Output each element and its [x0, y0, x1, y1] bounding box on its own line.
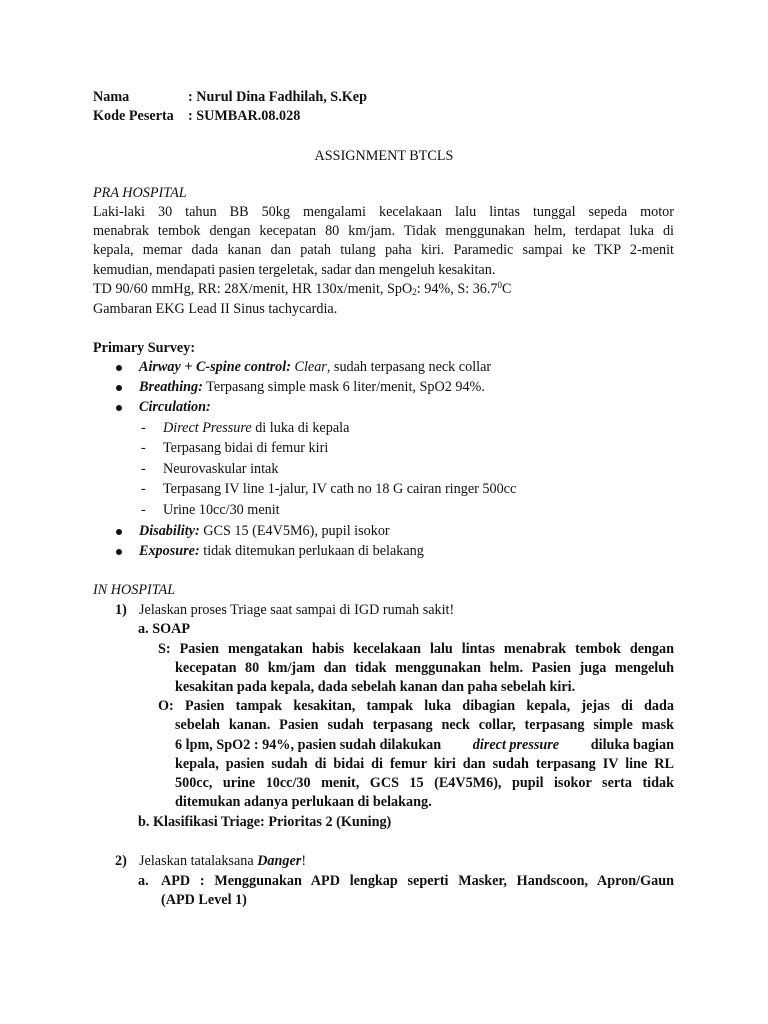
breathing-item: [139, 378, 485, 397]
soap-o-line-3-b: diluka bagian: [590, 737, 674, 753]
circ-dash: -: [141, 461, 146, 477]
bullet-icon: [116, 549, 122, 555]
bullet-icon: [116, 365, 122, 371]
airway-rest: , sudah terpasang neck collar: [326, 359, 492, 375]
airway-label: Airway + C-spine control:: [139, 359, 291, 375]
q2-text-a: Jelaskan tatalaksana: [139, 853, 258, 869]
q1-text: Jelaskan proses Triage saat sampai di IGD rumah sakit!: [139, 602, 455, 618]
q2-text: [139, 852, 306, 871]
bullet-icon: [116, 529, 122, 535]
bullet-icon: [116, 405, 122, 411]
disability-label: Disability:: [139, 523, 200, 539]
soap-o-line-5: 500cc, urine 10cc/30 menit, GCS 15 (E4V5M6), pupil isokor serta tidak: [175, 775, 674, 791]
soap-label: a. SOAP: [138, 621, 191, 637]
apd-line-1: APD : Menggunakan APD lengkap seperti Masker, Handscoon, Apron/Gaun: [161, 873, 674, 889]
ekg-line: Gambaran EKG Lead II Sinus tachycardia.: [93, 301, 338, 317]
exposure-item: [139, 542, 424, 561]
pra-para-line-1: Laki-laki 30 tahun BB 50kg mengalami kecelakaan lalu lintas tunggal sepeda motor: [93, 204, 674, 220]
circ-item-text: di luka di kepala: [251, 420, 350, 436]
pra-para-line-4: kemudian, mendapati pasien tergeletak, sadar dan mengeluh kesakitan.: [93, 262, 496, 278]
circ-item: [163, 419, 349, 438]
soap-o-line-4: kepala, pasien sudah di bidai di femur kiri dan sudah terpasang IV line RL: [175, 756, 674, 772]
circ-item: Terpasang IV line 1-jalur, IV cath no 18 G cairan ringer 500cc: [163, 481, 517, 497]
breathing-label: Breathing:: [139, 379, 203, 395]
soap-o-line-3: [175, 736, 674, 755]
disability-rest: GCS 15 (E4V5M6), pupil isokor: [203, 523, 390, 539]
soap-o-line-3-a: 6 lpm, SpO2 : 94%, pasien sudah dilakukan: [175, 737, 442, 753]
vitals-part-a: TD 90/60 mmHg, RR: 28X/menit, HR 130x/menit, SpO: [93, 281, 413, 297]
soap-o-line-2: sebelah kanan. Pasien sudah terpasang neck collar, terpasang simple mask: [175, 717, 674, 733]
soap-s-line-3: kesakitan pada kepala, dada sebelah kanan dan paha sebelah kiri.: [175, 679, 576, 695]
soap-o-line-6: ditemukan adanya perlukaan di belakang.: [175, 794, 432, 810]
apd-label: a.: [138, 873, 149, 889]
circ-dash: -: [141, 502, 146, 518]
circ-item: Terpasang bidai di femur kiri: [163, 440, 329, 456]
soap-s-line-1: S: Pasien mengatakan habis kecelakaan lalu lintas menabrak tembok dengan: [158, 641, 674, 657]
vitals-line: [93, 280, 512, 299]
vitals-part-c: C: [502, 281, 512, 297]
pra-para-line-3: kepala, memar dada kanan dan patah tulang paha kiri. Paramedic sampai ke TKP 2-menit: [93, 242, 674, 258]
name-value: : Nurul Dina Fadhilah, S.Kep: [188, 89, 367, 105]
code-label: Kode Peserta: [93, 108, 174, 124]
vitals-sup: 0: [497, 280, 503, 290]
code-value: : SUMBAR.08.028: [188, 108, 301, 124]
airway-item: [139, 358, 491, 377]
pra-hospital-heading: PRA HOSPITAL: [93, 185, 187, 201]
circulation-label: Circulation:: [139, 399, 211, 415]
soap-s-line-2: kecepatan 80 km/jam dan tidak menggunakan helm. Pasien juga mengeluh: [175, 660, 674, 676]
circ-dash: -: [141, 420, 146, 436]
apd-line-2: (APD Level 1): [161, 892, 247, 908]
circ-item: Urine 10cc/30 menit: [163, 502, 280, 518]
primary-survey-heading: Primary Survey:: [93, 340, 196, 356]
soap-o-line-1: O: Pasien tampak kesakitan, tampak luka dibagian kepala, jejas di dada: [158, 698, 674, 714]
name-label: Nama: [93, 89, 130, 105]
exposure-rest: tidak ditemukan perlukaan di belakang: [203, 543, 424, 559]
q1-number: 1): [115, 602, 127, 618]
vitals-sub: 2: [412, 287, 417, 297]
q2-text-b: !: [301, 853, 307, 869]
exposure-label: Exposure:: [139, 543, 200, 559]
circ-item: Neurovaskular intak: [163, 461, 279, 477]
triage-classification: b. Klasifikasi Triage: Prioritas 2 (Kuning): [138, 814, 392, 830]
circ-dash: -: [141, 440, 146, 456]
soap-o-line-3-emphasis: direct pressure: [472, 737, 560, 753]
circ-item-emphasis: Direct Pressure: [163, 420, 252, 436]
disability-item: [139, 522, 390, 541]
airway-clear: Clear: [294, 359, 327, 375]
circ-dash: -: [141, 481, 146, 497]
vitals-part-b: : 94%, S: 36.7: [416, 281, 498, 297]
pra-para-line-2: menabrak tembok dengan kecepatan 80 km/jam. Tidak menggunakan helm, terdapat luka di: [93, 223, 674, 239]
q2-number: 2): [115, 853, 127, 869]
breathing-rest: Terpasang simple mask 6 liter/menit, SpO2 94%.: [206, 379, 485, 395]
document-title: ASSIGNMENT BTCLS: [314, 148, 454, 164]
bullet-icon: [116, 385, 122, 391]
q2-emphasis: Danger: [257, 853, 302, 869]
in-hospital-heading: IN HOSPITAL: [93, 582, 176, 598]
